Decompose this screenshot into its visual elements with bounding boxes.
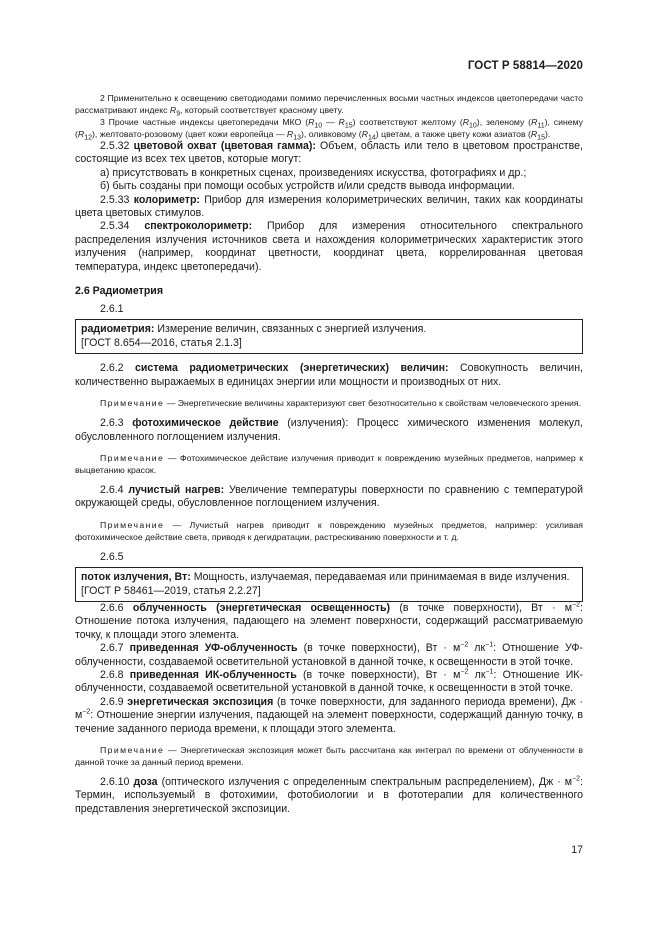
term-2-6-7: 2.6.7 приведенная УФ-облученность (в точке поверхности), Вт · $м^{-2}$ $лк^{-1}$: Отношение УФ-облученности, создаваемой осветительной установкой в данной точке, к освещенности в этой точке.	[75, 641, 583, 668]
list-item-a: а) присутствовать в конкретных сценах, произведениях искусства, фотографиях и др.;	[100, 166, 527, 179]
term-2-6-4: 2.6.4 лучистый нагрев: Увеличение температуры поверхности по сравнению с температурой окружающей среды, обусловленное поглощением излучения.	[75, 483, 583, 510]
list-item-b: б) быть созданы при помощи особых устройств и/или средств вывода информации.	[100, 180, 515, 193]
term-2-5-33: 2.5.33 колориметр: Прибор для измерения колориметрических величин, таких как координаты цвета цветовых стимулов.	[75, 193, 583, 220]
term-2-6-6: 2.6.6 облученность (энергетическая освещенность) (в точке поверхности), Вт · $м^{-2}$: Отношение потока излучения, падающего на элемент поверхности, содержащий рассматриваемую точку, к площади этого элемента.	[75, 601, 583, 641]
term-2-6-9: 2.6.9 энергетическая экспозиция (в точке поверхности, для заданного периода времени), Дж · $м^{-2}$: Отношение энергии излучения, падающей на элемент поверхности, содержащий данную точку, в течение заданного периода времени, к площади этого элемента.	[75, 695, 584, 735]
term-2-6-2: 2.6.2 система радиометрических (энергетических) величин: Совокупность величин, количественно выражаемых в единицах энергии или мощности и производных от них.	[75, 362, 583, 388]
term-box-2-6-5: поток излучения, Вт: Мощность, излучаемая, передаваемая или принимаемая в виде излучения. [ГОСТ Р 58461—2019, статья 2.2.27]	[75, 567, 583, 602]
term-2-6-10: 2.6.10 доза (оптического излучения с определенным спектральным распределением), Дж · $м^{-2}$: Термин, используемый в фотохимии, фотобиологии и в фототерапии для количественного представления энергетической экспозиции.	[75, 775, 583, 815]
term-number-2-6-1: 2.6.1	[100, 303, 124, 316]
term-2-6-8: 2.6.8 приведенная ИК-облученность (в точке поверхности), Вт · $м^{-2}$ $лк^{-1}$: Отношение ИК-облученности, создаваемой осветительной установкой в данной точке, к освещенности в этой точке.	[75, 668, 584, 695]
standard-code-header: ГОСТ Р 58814—2020	[467, 60, 583, 72]
term-box-2-6-1: радиометрия: Измерение величин, связанных с энергией излучения. [ГОСТ 8.654—2016, статья 2.1.3]	[75, 319, 583, 354]
term-2-5-34: 2.5.34 спектроколориметр: Прибор для измерения относительного спектрального распределения излучения источников света и нахождения колориметрических характеристик этого излучения (например, координат цветности, координат цвета, коррелированная цветовая температура, индекс цветопередачи).	[75, 220, 583, 273]
term-2-5-32: 2.5.32 цветовой охват (цветовая гамма): Объем, область или тело в цветовом пространстве, состоящие из всех тех цветов, которые могут:	[75, 140, 583, 166]
note-2-6-2: Примечание — Энергетические величины характеризуют свет безотносительно к свойствам человеческого зрения.	[100, 398, 581, 409]
note-3: 3 Прочие частные индексы цветопередачи МКО ($R_{10}$ — $R_{15}$) соответствуют желтому $(R_{10})$, зеленому $(R_{11})$, синему $(R_{12})$, желтовато-розовому (цвет кожи европейца — $R_{13}$), оливковому $(R_{14})$ цветам, а также цвету кожи азиатов $(R_{15})$.	[75, 117, 584, 142]
term-2-6-3: 2.6.3 фотохимическое действие (излучения): Процесс химического изменения молекул, обусловленного поглощением излучения.	[75, 417, 583, 443]
source-reference: [ГОСТ 8.654—2016, статья 2.1.3]	[81, 336, 242, 349]
source-reference: [ГОСТ Р 58461—2019, статья 2.2.27]	[81, 584, 261, 597]
page-number: 17	[571, 844, 583, 856]
note-2: 2 Применительно к освещению светодиодами помимо перечисленных восьми частных индексов цветопередачи часто рассматривают индекс $R_9$, который соответствует красному цвету.	[75, 93, 583, 118]
note-2-6-4: Примечание — Лучистый нагрев приводит к повреждению музейных предметов, например: усиливая фотохимическое действие света, приводя к дегидратации, растрескиванию поверхности и т. д.	[75, 519, 583, 542]
section-heading-2-6: 2.6 Радиометрия	[75, 285, 163, 298]
term-number-2-6-5: 2.6.5	[100, 550, 124, 563]
note-2-6-9: Примечание — Энергетическая экспозиция может быть рассчитана как интеграл по времени от облученности в данной точке за данный период времени.	[75, 745, 583, 767]
page-content	[75, 92, 583, 816]
note-2-6-3: Примечание — Фотохимическое действие излучения приводит к повреждению музейных предметов, например к выцветанию красок.	[75, 452, 583, 475]
